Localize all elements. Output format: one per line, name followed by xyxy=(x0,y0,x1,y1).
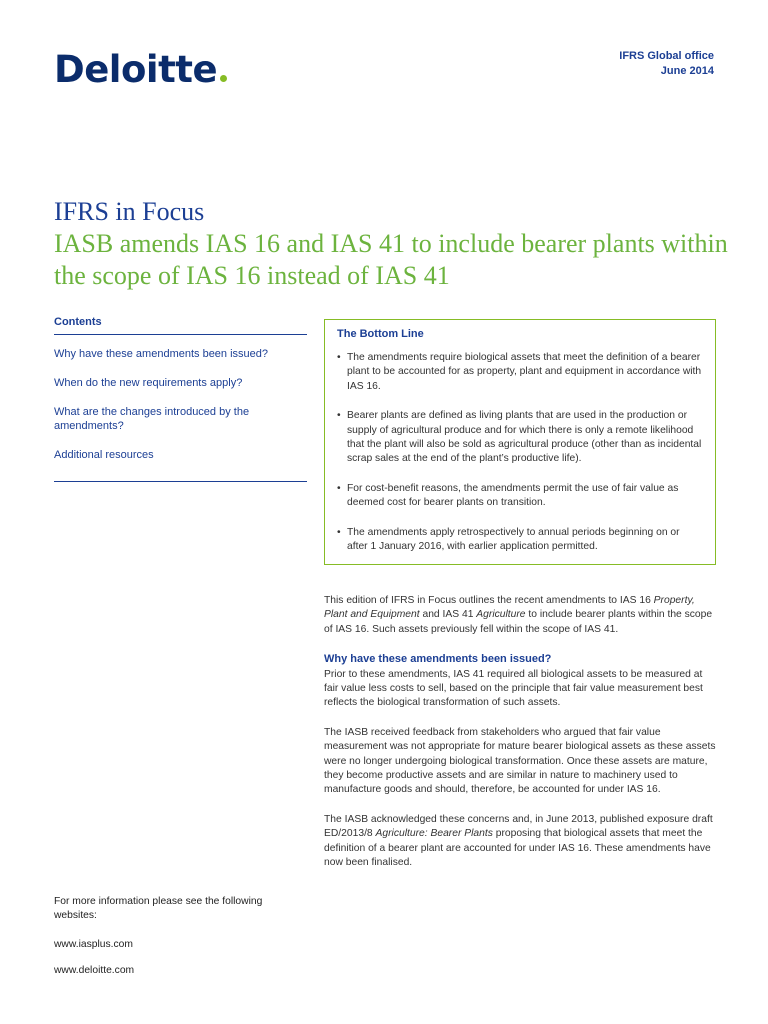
footer-info xyxy=(54,895,294,991)
office-info xyxy=(619,49,714,79)
title-subtitle: IASB amends IAS 16 and IAS 41 to include bearer plants within the scope of IAS 16 instead of IAS 41 xyxy=(54,229,728,290)
section-paragraph: The IASB acknowledged these concerns and, in June 2013, published exposure draft ED/2013/8 Agriculture: Bearer Plants proposing that biological assets that meet the definition of a bearer plant are accounted for under IAS 16. These amendments have now been finalised. xyxy=(324,813,713,869)
contents-item-changes[interactable]: What are the changes introduced by the amendments? xyxy=(54,406,250,432)
bottom-line-bullet: • For cost-benefit reasons, the amendments permit the use of fair value as deemed cost for bearer plants on transition. xyxy=(337,482,703,511)
section-heading-why-issued: Why have these amendments been issued? xyxy=(324,653,552,666)
contents-panel xyxy=(54,316,307,482)
logo-wordmark: Deloitte xyxy=(54,48,218,91)
publication-date: June 2014 xyxy=(660,65,714,77)
bottom-line-box xyxy=(324,319,716,565)
contents-list xyxy=(54,335,307,481)
footer-intro: For more information please see the following websites: xyxy=(54,896,263,922)
link-deloitte[interactable]: www.deloitte.com xyxy=(54,965,135,977)
contents-item-when-apply[interactable]: When do the new requirements apply? xyxy=(54,377,243,389)
office-name: IFRS Global office xyxy=(619,50,714,62)
contents-item-why-issued[interactable]: Why have these amendments been issued? xyxy=(54,348,269,360)
contents-item-additional-resources[interactable]: Additional resources xyxy=(54,449,154,461)
section-paragraph: Prior to these amendments, IAS 41 required all biological assets to be measured at fair value less costs to sell, based on the principle that fair value measurement best reflects the biological transformation of such assets. xyxy=(324,668,703,709)
section-paragraph: The IASB received feedback from stakeholders who argued that fair value measurement was not appropriate for mature bearer biological assets as these assets were no longer undergoing biological transformation. Once these assets are mature, they become productive assets and are similar in nature to machinery used to manufacture goods and should, therefore, be accounted for under IAS 16. xyxy=(324,726,716,796)
bottom-line-heading: The Bottom Line xyxy=(337,328,424,340)
title-main: IFRS in Focus xyxy=(54,197,205,226)
bottom-line-bullet: • The amendments require biological assets that meet the definition of a bearer plant to be accounted for as property, plant and equipment in accordance with IAS 16. xyxy=(337,351,703,394)
deloitte-logo xyxy=(54,48,227,91)
main-body xyxy=(324,594,716,886)
intro-paragraph: This edition of IFRS in Focus outlines the recent amendments to IAS 16 Property, Plant and Equipment and IAS 41 Agriculture to include bearer plants within the scope of IAS 16. Such assets previously fell within the scope of IAS 41. xyxy=(324,595,713,635)
bottom-line-bullet: • The amendments apply retrospectively to annual periods beginning on or after 1 January 2016, with earlier application permitted. xyxy=(337,526,703,555)
logo-green-dot-icon xyxy=(220,75,227,82)
contents-divider xyxy=(54,481,307,482)
contents-heading: Contents xyxy=(54,316,307,335)
bottom-line-list xyxy=(337,351,703,554)
link-iasplus[interactable]: www.iasplus.com xyxy=(54,938,133,950)
bottom-line-bullet: • Bearer plants are defined as living plants that are used in the production or supply of agricultural produce and for which there is only a remote likelihood that the plant will also be sold as agricultural produce (other than as incidental scrap sales at the end of the plant’s productive life). xyxy=(337,409,703,467)
document-title xyxy=(54,196,734,292)
